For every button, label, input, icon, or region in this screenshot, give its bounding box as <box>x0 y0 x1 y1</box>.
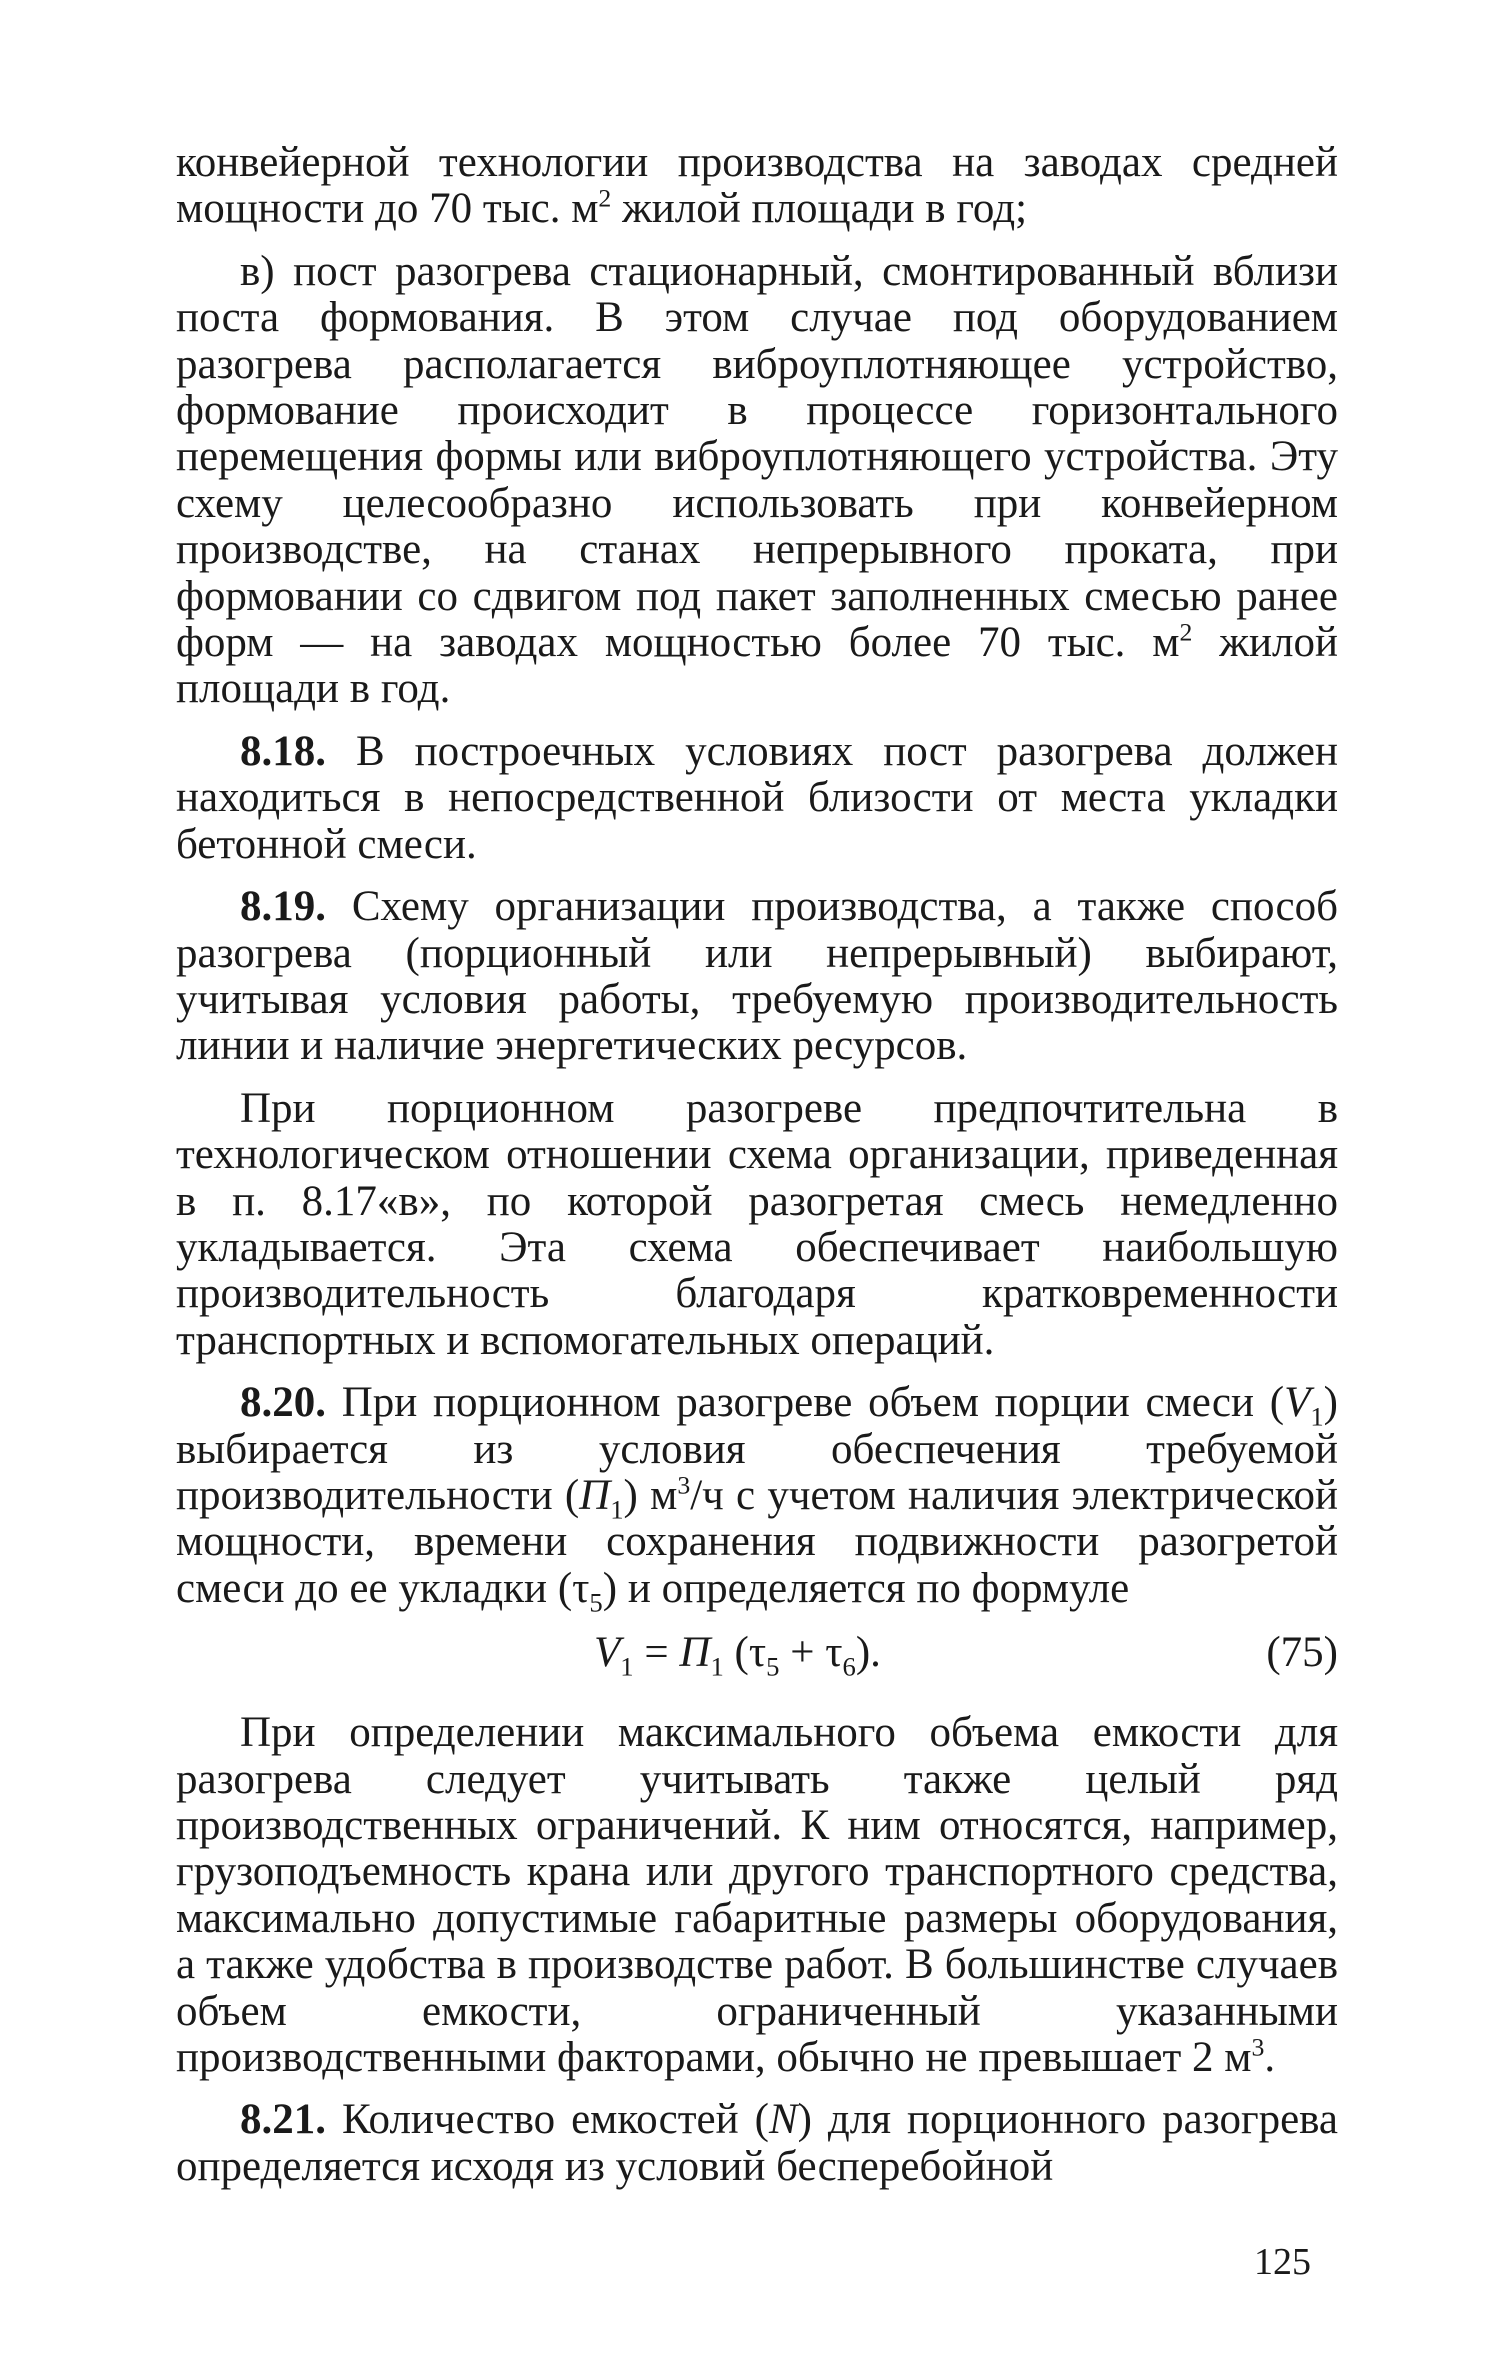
page-number: 125 <box>1254 2241 1311 2283</box>
symbol-p: П <box>679 1629 711 1677</box>
document-page <box>176 140 1338 2320</box>
superscript: 3 <box>1251 2032 1265 2062</box>
subscript: 5 <box>589 1587 603 1618</box>
paragraph-8-19 <box>176 884 1338 1070</box>
text-run: жилой площади в год. <box>176 619 1338 713</box>
paragraph-8-18 <box>176 729 1338 868</box>
subscript: 1 <box>1310 1401 1324 1432</box>
formula-expression <box>594 1629 881 1682</box>
text-run: Схему организации производства, а также способ разогрева (порционный или непрерывный) выбирают, учитывая условия работы, требуемую производительность линии и наличие энергетических ресурсов. <box>176 883 1338 1070</box>
text-run: жилой площади в год; <box>611 185 1028 233</box>
clause-number: 8.18. <box>240 727 326 775</box>
symbol-v: V <box>594 1629 621 1677</box>
symbol-n: N <box>768 2096 798 2144</box>
text-run: /ч с учетом наличия электрической мощности, времени сохранения подвижности разогретой смеси до ее укладки (τ <box>176 1471 1339 1612</box>
text-run: . <box>1264 2034 1276 2082</box>
subscript: 5 <box>766 1651 780 1682</box>
superscript: 2 <box>1179 617 1193 647</box>
text-run: ) м <box>623 1471 678 1519</box>
formula-number: (75) <box>1266 1629 1338 1677</box>
text-run: в) пост разогрева стационарный, смонтированный вблизи поста формования. В этом случае под оборудованием разогрева располагается виброуплотняющее устройство, формование происходит в процессе горизонтального перемещения формы или виброуплотняющего устройства. Эту схему целесообразно использовать при конвейерном производстве, на станах непрерывного проката, при формовании со сдвигом под пакет заполненных смесью ранее форм — на заводах мощностью более 70 тыс. м <box>176 247 1338 667</box>
subscript: 1 <box>710 1651 724 1682</box>
clause-number: 8.19. <box>240 883 326 931</box>
text-run: ) для порционного разогрева определяется исходя из условий бесперебойной <box>176 2096 1338 2190</box>
paragraph-portion-scheme <box>176 1086 1338 1364</box>
paragraph-continuation <box>176 140 1338 233</box>
superscript: 2 <box>598 184 612 214</box>
text-run: (τ <box>723 1629 767 1677</box>
subscript: 1 <box>620 1651 634 1682</box>
text-run: конвейерной технологии производства на заводах средней мощности до 70 тыс. м <box>176 139 1338 233</box>
superscript: 3 <box>677 1470 691 1500</box>
symbol-v: V <box>1284 1379 1311 1427</box>
symbol-p: П <box>579 1471 611 1519</box>
clause-number: 8.20. <box>240 1379 326 1427</box>
paragraph-item-v <box>176 249 1338 713</box>
text-run: В построечных условиях пост разогрева должен находиться в непосредственной близости от места укладки бетонной смеси. <box>176 727 1338 868</box>
paragraph-max-volume <box>176 1710 1338 2081</box>
paragraph-8-20 <box>176 1379 1339 1618</box>
text-run: ) и определяется по формуле <box>602 1564 1130 1612</box>
text-run: При порционном разогреве предпочтительна в технологическом отношении схема организации, приведенная в п. 8.17«в», по которой разогретая смесь немедленно укладывается. Эта схема обеспечивает наибольшую производительность благодаря кратковременности транспортных и вспомогательных операций. <box>176 1084 1338 1364</box>
subscript: 1 <box>610 1494 624 1525</box>
text-run: При определении максимального объема емкости для разогрева следует учитывать также целый ряд производственных ограничений. К ним относятся, например, грузоподъемность крана или другого транспортного средства, максимально допустимые габаритные размеры оборудования, а также удобства в производстве работ. В большинстве случаев объем емкости, ограниченный указанными производственными факторами, обычно не превышает 2 м <box>176 1709 1338 2082</box>
formula-75 <box>176 1628 1338 1684</box>
equals-sign: = <box>633 1629 680 1677</box>
text-run: ) выбирается из условия обеспечения требуемой производительности ( <box>176 1379 1338 1519</box>
subscript: 6 <box>842 1651 856 1682</box>
text-run: При порционном разогреве объем порции смеси ( <box>326 1379 1285 1427</box>
text-run: ). <box>855 1629 881 1677</box>
text-run: Количество емкостей ( <box>326 2096 769 2144</box>
text-run: + τ <box>779 1629 843 1677</box>
paragraph-8-21 <box>176 2097 1338 2190</box>
clause-number: 8.21. <box>240 2096 326 2144</box>
